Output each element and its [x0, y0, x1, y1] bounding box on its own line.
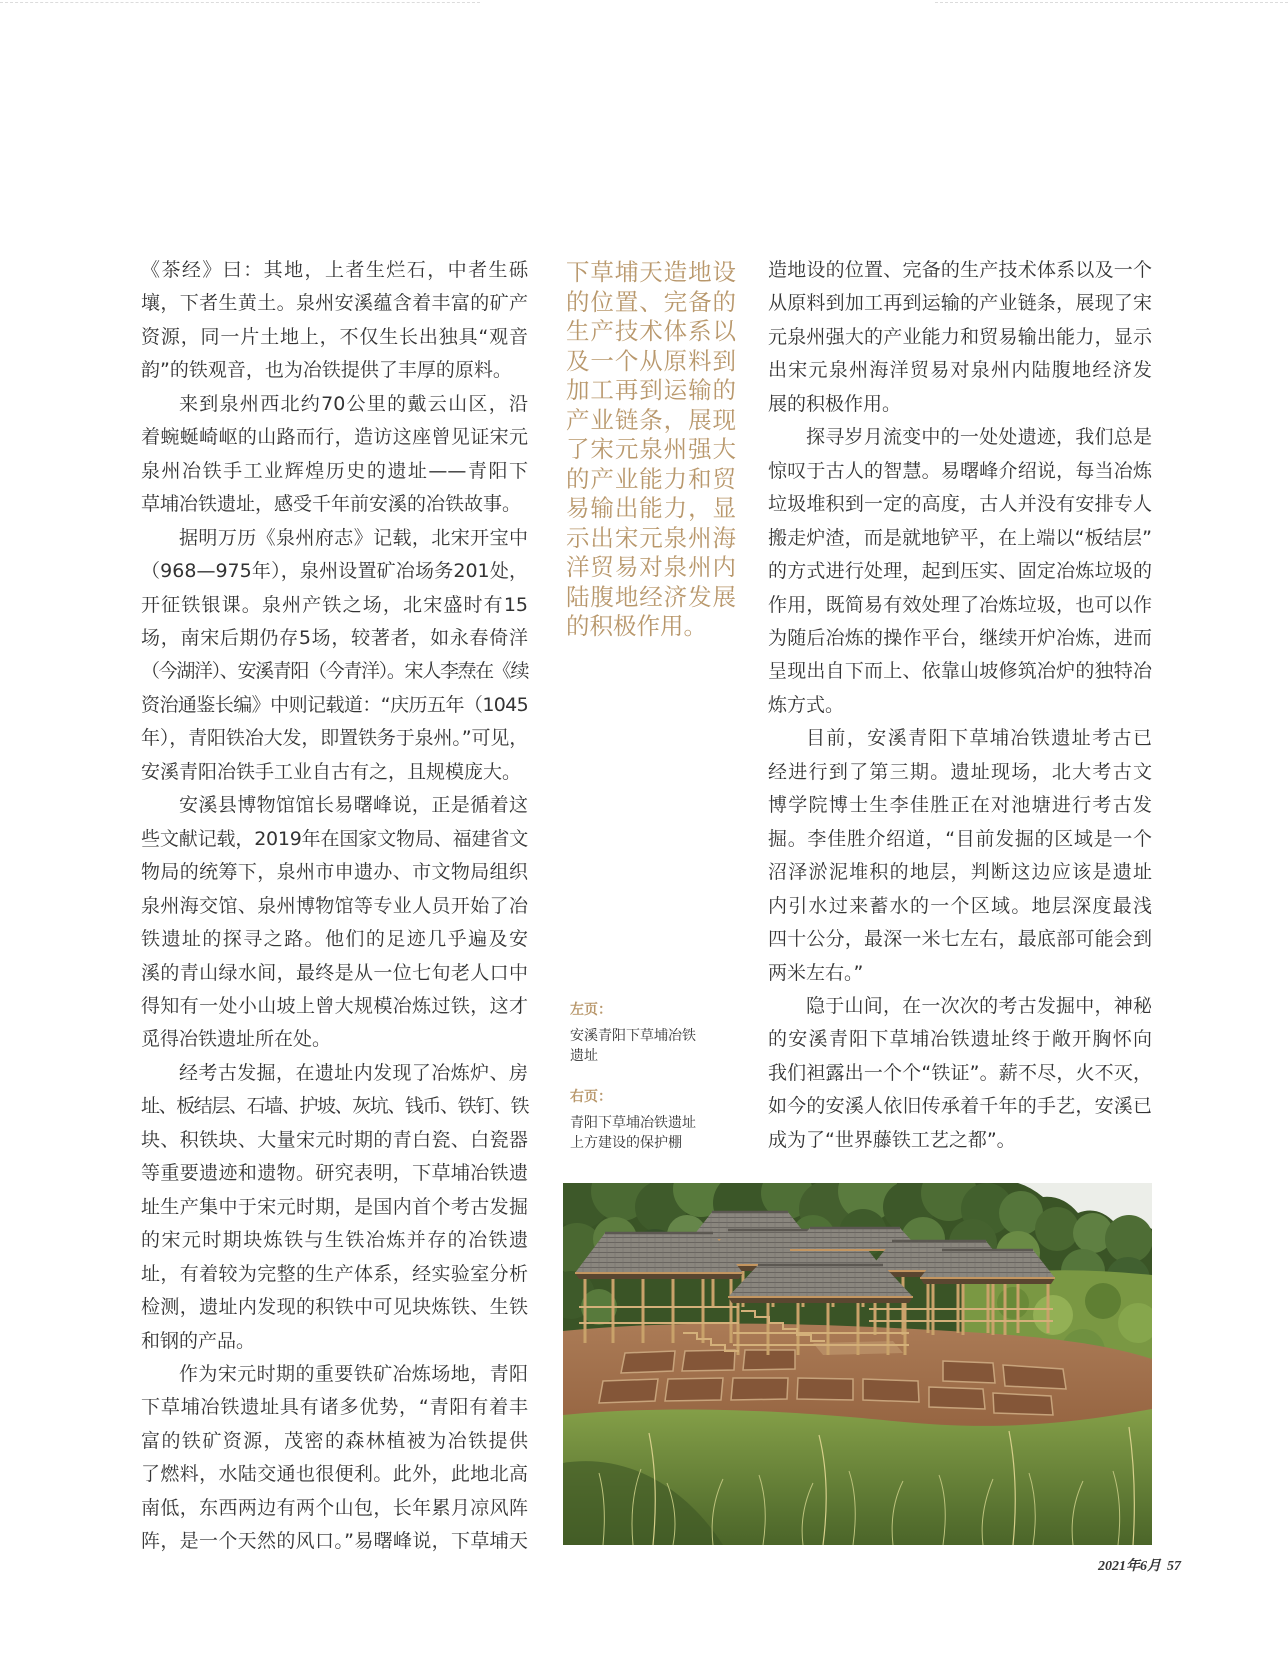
text-line: 造地设的位置、完备的生产技术体系以及一个	[768, 259, 1152, 281]
article-left-column	[141, 254, 528, 1559]
text-line: 场，南宋后期仍存5场，较著者，如永春倚洋	[141, 626, 528, 649]
text-line: 阵，是一个天然的风口。”易曙峰说，下草埔天	[141, 1530, 528, 1553]
text-line: 从原料到加工再到运输的产业链条，展现了宋	[768, 292, 1152, 315]
pull-quote-line: 生产技术体系以	[566, 317, 736, 345]
text-line: 《茶经》曰：其地，上者生烂石，中者生砾	[141, 259, 528, 281]
page-footer	[1098, 1557, 1181, 1577]
site-photo-illustration	[563, 1183, 1152, 1545]
text-line: 南低，东西两边有两个山包，长年累月凉风阵	[141, 1496, 528, 1519]
pull-quote-line: 了宋元泉州强大	[566, 435, 736, 463]
pull-quote-line: 的产业能力和贸	[566, 464, 736, 493]
text-line: 年），青阳铁冶大发，即置铁务于泉州。”可见，	[141, 727, 528, 750]
text-line: 惊叹于古人的智慧。易曙峰介绍说，每当冶炼	[768, 459, 1152, 482]
text-line: 址、板结层、石墙、护坡、灰坑、钱币、铁钉、铁	[141, 1095, 528, 1118]
text-line: 安溪青阳冶铁手工业自古有之，且规模庞大。	[141, 760, 522, 783]
caption-label: 左页：	[570, 1002, 612, 1018]
text-line: 隐于山间，在一次次的考古发掘中，神秘	[806, 994, 1152, 1017]
text-line: 址，有着较为完整的生产体系，经实验室分析	[141, 1262, 528, 1285]
pull-quote-line: 及一个从原料到	[566, 346, 736, 375]
text-line: 的方式进行处理，起到压实、固定冶炼垃圾的	[768, 560, 1152, 583]
text-line: 资源，同一片土地上，不仅生长出独具“观音	[141, 325, 528, 348]
text-line: 炼方式。	[768, 693, 845, 716]
text-line: 韵”的铁观音，也为冶铁提供了丰厚的原料。	[141, 359, 512, 382]
pull-quote-line: 洋贸易对泉州内	[566, 553, 736, 581]
pull-quote-line: 的积极作用。	[566, 612, 707, 640]
paragraph	[768, 990, 1152, 1157]
text-line: 掘。李佳胜介绍道，“目前发掘的区域是一个	[768, 827, 1152, 850]
text-line: 泉州冶铁手工业辉煌历史的遗址——青阳下	[141, 459, 528, 482]
text-line: 的宋元时期块炼铁与生铁冶炼并存的冶铁遗	[141, 1229, 528, 1252]
caption-line: 安溪青阳下草埔冶铁	[570, 1028, 696, 1044]
text-line: 溪的青山绿水间，最终是从一位七旬老人口中	[141, 961, 528, 984]
text-line: 着蜿蜒崎岖的山路而行，造访这座曾见证宋元	[141, 426, 528, 449]
text-line: 目前，安溪青阳下草埔冶铁遗址考古已	[806, 727, 1152, 750]
text-line: 作用，既简易有效处理了冶炼垃圾，也可以作	[768, 593, 1152, 616]
text-line: 探寻岁月流变中的一处处遗迹，我们总是	[806, 426, 1152, 449]
text-line: 检测，遗址内发现的积铁中可见块炼铁、生铁	[141, 1296, 528, 1319]
pull-quote	[566, 258, 736, 642]
text-line: 成为了“世界藤铁工艺之都”。	[768, 1128, 1016, 1151]
caption-line: 青阳下草埔冶铁遗址	[570, 1115, 696, 1131]
text-line: 些文献记载，2019年在国家文物局、福建省文	[141, 827, 528, 850]
foreground-grass	[563, 1409, 1152, 1545]
text-line: 址生产集中于宋元时期，是国内首个考古发掘	[141, 1195, 528, 1218]
page-number: 57	[1167, 1559, 1181, 1574]
text-line: 和钢的产品。	[141, 1329, 256, 1352]
pull-quote-line: 下草埔天造地设	[566, 258, 736, 286]
text-line: 如今的安溪人依旧传承着千年的手艺，安溪已	[768, 1095, 1152, 1118]
text-line: 壤，下者生黄土。泉州安溪蕴含着丰富的矿产	[141, 292, 528, 315]
top-rule-right	[935, 2, 1288, 3]
text-line: 安溪县博物馆馆长易曙峰说，正是循着这	[179, 794, 528, 817]
text-line: （968—975年），泉州设置矿冶场务201处，	[141, 560, 528, 583]
paragraph	[768, 254, 1152, 421]
text-line: 草埔冶铁遗址，感受千年前安溪的冶铁故事。	[141, 493, 522, 516]
text-line: 得知有一处小山坡上曾大规模冶炼过铁，这才	[141, 994, 528, 1017]
text-line: 下草埔冶铁遗址具有诸多优势，“青阳有着丰	[141, 1396, 528, 1419]
pull-quote-line: 示出宋元泉州海	[566, 523, 736, 552]
text-line: 出宋元泉州海洋贸易对泉州内陆腹地经济发	[768, 359, 1152, 382]
text-line: 展的积极作用。	[768, 392, 902, 415]
text-line: 四十公分，最深一米七左右，最底部可能会到	[768, 928, 1152, 951]
text-line: 来到泉州西北约70公里的戴云山区，沿	[179, 392, 528, 415]
text-line: 块、积铁块、大量宋元时期的青白瓷、白瓷器	[141, 1128, 528, 1151]
site-photo	[563, 1183, 1152, 1545]
text-line: 为随后冶炼的操作平台，继续开炉冶炼，进而	[768, 626, 1152, 649]
caption-left-page	[570, 1000, 745, 1066]
text-line: 物局的统筹下，泉州市申遗办、市文物局组织	[141, 861, 528, 884]
paragraph	[768, 421, 1152, 722]
paragraph	[141, 1358, 528, 1559]
caption-right-page	[570, 1087, 745, 1153]
text-line: 元泉州强大的产业能力和贸易输出能力，显示	[768, 325, 1152, 348]
paragraph	[141, 1057, 528, 1358]
text-line: 作为宋元时期的重要铁矿冶炼场地，青阳	[179, 1362, 528, 1385]
paragraph	[141, 254, 528, 388]
pull-quote-line: 产业链条，展现	[566, 405, 736, 434]
text-line: 呈现出自下而上、依靠山坡修筑冶炉的独特冶	[768, 660, 1152, 683]
text-line: 的安溪青阳下草埔冶铁遗址终于敞开胸怀向	[768, 1028, 1152, 1051]
text-line: 铁遗址的探寻之路。他们的足迹几乎遍及安	[141, 928, 528, 951]
text-line: （今湖洋）、安溪青阳（今青洋）。宋人李焘在《续	[141, 660, 528, 683]
paragraph	[141, 789, 528, 1057]
text-line: 开征铁银课。泉州产铁之场，北宋盛时有15	[141, 593, 528, 616]
paragraph	[141, 388, 528, 522]
pull-quote-line: 的位置、完备的	[566, 287, 736, 316]
text-line: 内引水过来蓄水的一个区域。地层深度最浅	[768, 894, 1152, 917]
caption-line: 上方建设的保护棚	[570, 1135, 682, 1151]
pull-quote-line: 陆腹地经济发展	[566, 582, 736, 611]
text-line: 了燃料，水陆交通也很便利。此外，此地北高	[141, 1463, 528, 1486]
text-line: 沼泽淤泥堆积的地层，判断这边应该是遗址	[768, 861, 1152, 884]
text-line: 资治通鉴长编》中则记载道：“庆历五年（1045	[141, 693, 528, 716]
text-line: 经考古发掘，在遗址内发现了冶炼炉、房	[179, 1061, 528, 1084]
pull-quote-line: 加工再到运输的	[566, 376, 736, 404]
pull-quote-line: 易输出能力，显	[566, 494, 736, 522]
text-line: 我们袒露出一个个“铁证”。薪不尽，火不灭，	[768, 1061, 1152, 1084]
top-rule-left	[0, 2, 480, 3]
paragraph	[768, 722, 1152, 990]
text-line: 据明万历《泉州府志》记载，北宋开宝中	[179, 526, 528, 549]
text-line: 搬走炉渣，而是就地铲平，在上端以“板结层”	[768, 526, 1152, 549]
text-line: 觅得冶铁遗址所在处。	[141, 1028, 332, 1051]
caption-label: 右页：	[570, 1089, 612, 1105]
text-line: 经进行到了第三期。遗址现场，北大考古文	[768, 760, 1152, 783]
text-line: 富的铁矿资源，茂密的森林植被为冶铁提供	[141, 1429, 528, 1452]
issue-date: 2021年6月	[1098, 1559, 1161, 1574]
text-line: 博学院博士生李佳胜正在对池塘进行考古发	[768, 794, 1152, 817]
caption-line: 遗址	[570, 1048, 598, 1064]
text-line: 等重要遗迹和遗物。研究表明，下草埔冶铁遗	[141, 1162, 528, 1185]
article-right-column	[768, 254, 1152, 1157]
text-line: 垃圾堆积到一定的高度，古人并没有安排专人	[768, 493, 1152, 516]
text-line: 泉州海交馆、泉州博物馆等专业人员开始了冶	[141, 894, 528, 917]
paragraph	[141, 522, 528, 790]
text-line: 两米左右。”	[768, 961, 864, 984]
